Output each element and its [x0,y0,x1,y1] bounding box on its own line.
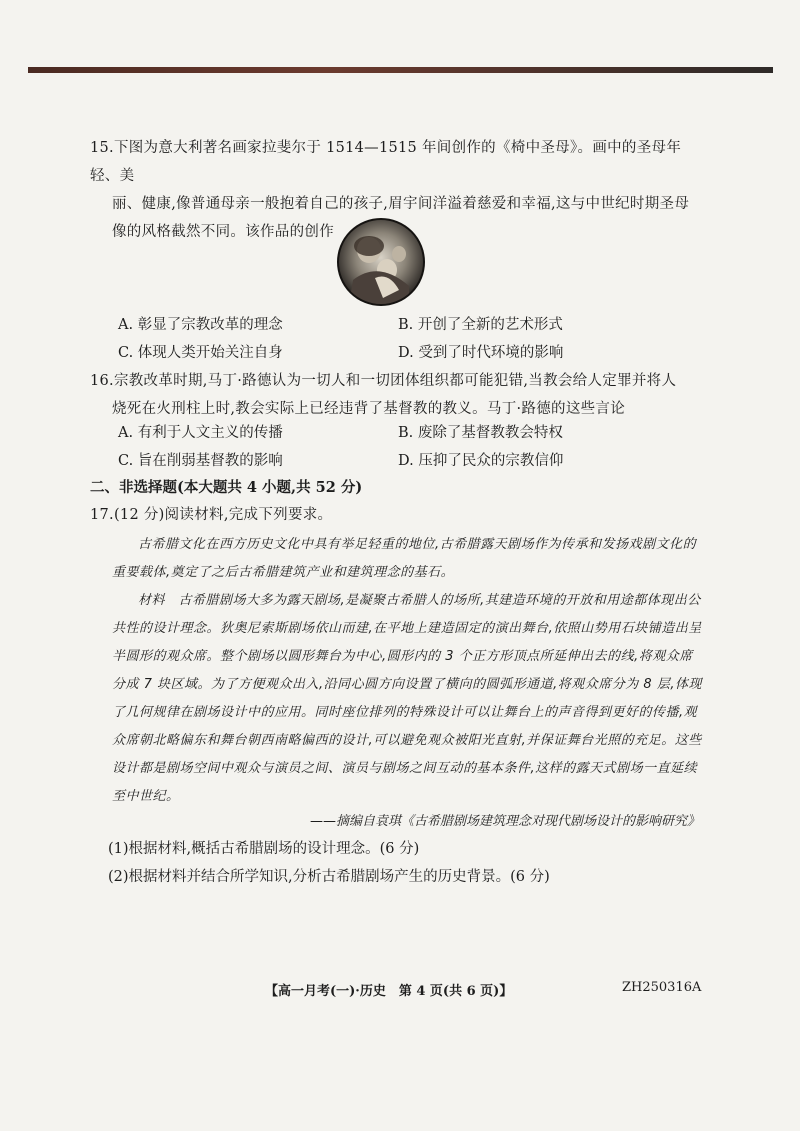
q16-line1: 16.宗教改革时期,马丁·路德认为一切人和一切团体组织都可能犯错,当教会给人定罪并将人 [90,373,677,389]
q17-sub2: (2)根据材料并结合所学知识,分析古希腊剧场产生的历史背景。(6 分) [108,869,550,885]
top-rule [28,67,773,73]
question-16 [90,367,710,423]
q16-option-b[interactable]: B. 废除了基督教教会特权 [398,425,563,441]
q15-option-a[interactable]: A. 彰显了宗教改革的理念 [118,317,283,333]
q15-option-d[interactable]: D. 受到了时代环境的影响 [398,345,564,361]
q15-line2: 丽、健康,像普通母亲一般抱着自己的孩子,眉宇间洋溢着慈爱和幸福,这与中世纪时期圣母 [112,196,690,212]
q15-options [118,311,678,367]
q15-line3: 像的风格截然不同。该作品的创作 [112,224,334,240]
q17-header: 17.(12 分)阅读材料,完成下列要求。 [90,507,333,523]
section-heading: 二、非选择题(本大题共 4 小题,共 52 分) [90,479,363,496]
q17-source: ——摘编自袁琪《古希腊剧场建筑理念对现代剧场设计的影响研究》 [309,814,700,829]
q15-line1: 15.下图为意大利著名画家拉斐尔于 1514—1515 年间创作的《椅中圣母》。画中的圣母年轻、美 [90,140,682,184]
madonna-della-seggiola-image [337,218,425,306]
q16-option-d[interactable]: D. 压抑了民众的宗教信仰 [398,453,564,469]
q16-line2: 烧死在火刑柱上时,教会实际上已经违背了基督教的教义。马丁·路德的这些言论 [112,401,626,417]
q15-option-c[interactable]: C. 体现人类开始关注自身 [118,345,283,361]
exam-code: ZH250316A [622,980,702,995]
page-footer: 【高一月考(一)·历史 第 4 页(共 6 页)】 [265,984,513,999]
q16-option-a[interactable]: A. 有利于人文主义的传播 [118,425,283,441]
q16-options [118,419,678,475]
q17-material [112,531,702,811]
q17-material-text: 材料 古希腊剧场大多为露天剧场,是凝聚古希腊人的场所,其建造环境的开放和用途都体现出公共性的设计理念。狄奥尼索斯剧场依山而建,在平地上建造固定的演出舞台,依照山势用石块铺造出呈半圆形的观众席。整个剧场以圆形舞台为中心,圆形内的 3 个正方形顶点所延伸出去的线,将观众席分成 7 块区域。为了方便观众出入,沿同心圆方向设置了横向的圆弧形通道,将观众席分为 8 层,体现了几何规律在剧场设计中的应用。同时座位排列的特殊设计可以让舞台上的声音得到更好的传播,观众席朝北略偏东和舞台朝西南略偏西的设计,可以避免观众被阳光直射,并保证舞台光照的充足。这些设计都是剧场空间中观众与演员之间、演员与剧场之间互动的基本条件,这样的露天式剧场一直延续至中世纪。 [112,593,702,804]
q17-sub1: (1)根据材料,概括古希腊剧场的设计理念。(6 分) [108,841,420,857]
q15-option-b[interactable]: B. 开创了全新的艺术形式 [398,317,563,333]
q16-option-c[interactable]: C. 旨在削弱基督教的影响 [118,453,283,469]
q17-intro: 古希腊文化在西方历史文化中具有举足轻重的地位,古希腊露天剧场作为传承和发扬戏剧文化的重要载体,奠定了之后古希腊建筑产业和建筑理念的基石。 [112,537,697,580]
